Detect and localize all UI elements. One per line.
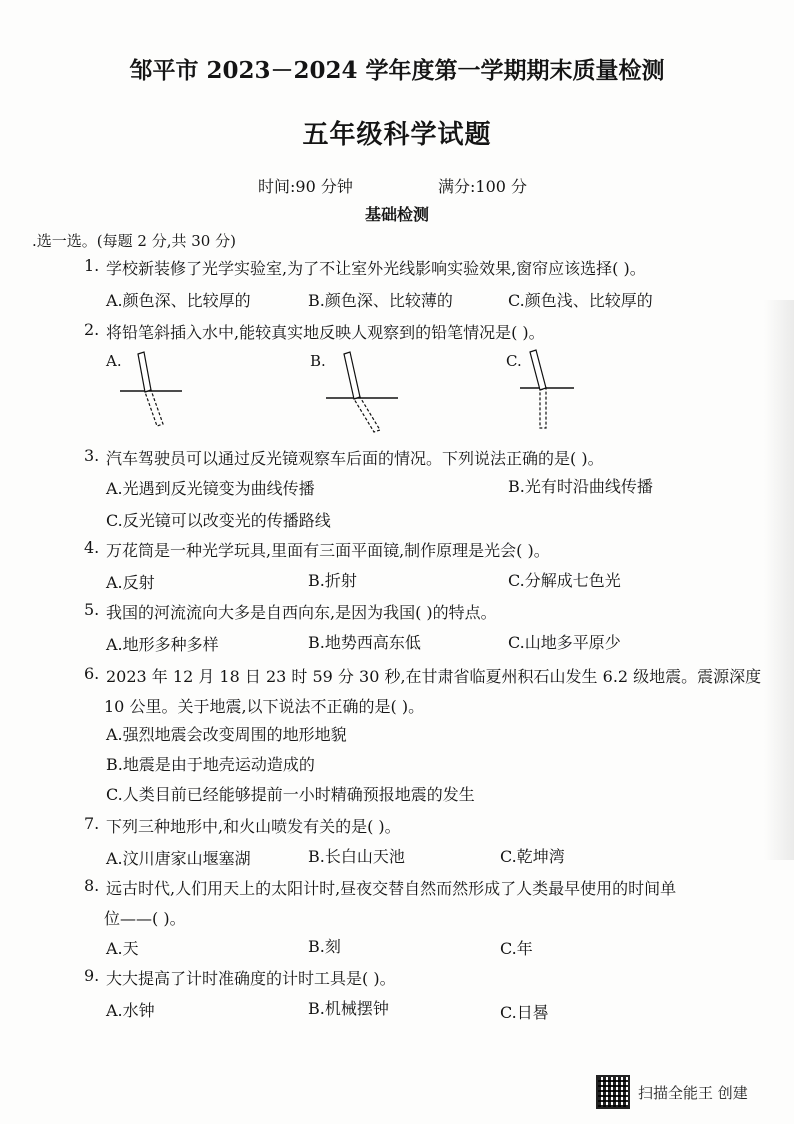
option-c: C.反光镜可以改变光的传播路线 [106, 511, 331, 530]
option-c-label: C. [506, 352, 522, 370]
question-text: 将铅笔斜插入水中,能较真实地反映人观察到的铅笔情况是( )。 [106, 323, 545, 342]
option-b: B.光有时沿曲线传播 [508, 477, 653, 496]
question-number: 9. [84, 966, 100, 985]
option-a: A.天 [106, 939, 139, 958]
option-c: C.乾坤湾 [500, 847, 565, 866]
option-c: C.年 [500, 939, 533, 958]
question-text: 汽车驾驶员可以通过反光镜观察车后面的情况。下列说法正确的是( )。 [106, 449, 604, 468]
question-text: 下列三种地形中,和火山喷发有关的是( )。 [106, 817, 401, 836]
watermark-text: 扫描全能王 创建 [638, 1083, 748, 1102]
question-number: 6. [84, 664, 100, 683]
option-c: C.颜色浅、比较厚的 [508, 291, 653, 310]
question-text: 我国的河流流向大多是自西向东,是因为我国( )的特点。 [106, 603, 497, 622]
question-number: 3. [84, 446, 100, 465]
qr-code-icon [596, 1075, 630, 1109]
option-a: A.水钟 [106, 1001, 155, 1020]
option-a: A.汶川唐家山堰塞湖 [106, 849, 251, 868]
question-text: 2023 年 12 月 18 日 23 时 59 分 30 秒,在甘肃省临夏州积石山发生 6.2 级地震。震源深度 [106, 667, 762, 686]
question-number: 7. [84, 814, 100, 833]
question-text: 学校新装修了光学实验室,为了不让室外光线影响实验效果,窗帘应该选择( )。 [106, 259, 646, 278]
option-c: C.日晷 [500, 1003, 549, 1022]
option-c: C.山地多平原少 [508, 633, 621, 652]
option-b: B.机械摆钟 [308, 999, 389, 1018]
option-c: C.人类目前已经能够提前一小时精确预报地震的发生 [106, 785, 475, 804]
part-heading: .选一选。(每题 2 分,共 30 分) [32, 232, 236, 250]
option-a: A.颜色深、比较厚的 [106, 291, 251, 310]
page-edge-shadow [764, 300, 794, 860]
option-a: A.强烈地震会改变周围的地形地貌 [106, 725, 347, 744]
option-b: B.折射 [308, 571, 357, 590]
exam-subtitle: 五年级科学试题 [302, 120, 492, 150]
option-b: B.颜色深、比较薄的 [308, 291, 453, 310]
option-b: B.地震是由于地壳运动造成的 [106, 755, 315, 774]
option-c: C.分解成七色光 [508, 571, 621, 590]
pencil-figure-a [120, 352, 200, 432]
question-text-cont: 位——( )。 [104, 909, 186, 928]
pencil-figure-c [516, 348, 596, 438]
option-b-label: B. [310, 352, 326, 370]
question-number: 1. [84, 256, 100, 275]
question-text-cont: 10 公里。关于地震,以下说法不正确的是( )。 [104, 697, 425, 716]
question-number: 5. [84, 600, 100, 619]
option-a: A.地形多种多样 [106, 635, 219, 654]
pencil-figure-b [322, 352, 412, 442]
option-b: B.刻 [308, 937, 341, 956]
option-a: A.反射 [106, 573, 155, 592]
option-a: A.光遇到反光镜变为曲线传播 [106, 479, 315, 498]
question-number: 4. [84, 538, 100, 557]
option-b: B.长白山天池 [308, 847, 405, 866]
question-text: 大大提高了计时准确度的计时工具是( )。 [106, 969, 396, 988]
scanner-watermark [596, 1074, 748, 1110]
exam-time: 时间:90 分钟 [258, 177, 353, 196]
option-b: B.地势西高东低 [308, 633, 421, 652]
question-number: 2. [84, 320, 100, 339]
question-number: 8. [84, 876, 100, 895]
exam-score: 满分:100 分 [438, 177, 528, 196]
question-text: 远古时代,人们用天上的太阳计时,昼夜交替自然而然形成了人类最早使用的时间单 [106, 879, 677, 898]
section-title: 基础检测 [364, 205, 429, 224]
question-text: 万花筒是一种光学玩具,里面有三面平面镜,制作原理是光会( )。 [106, 541, 550, 560]
option-a-label: A. [106, 352, 122, 370]
exam-title: 邹平市 2023－2024 学年度第一学期期末质量检测 [129, 57, 665, 84]
